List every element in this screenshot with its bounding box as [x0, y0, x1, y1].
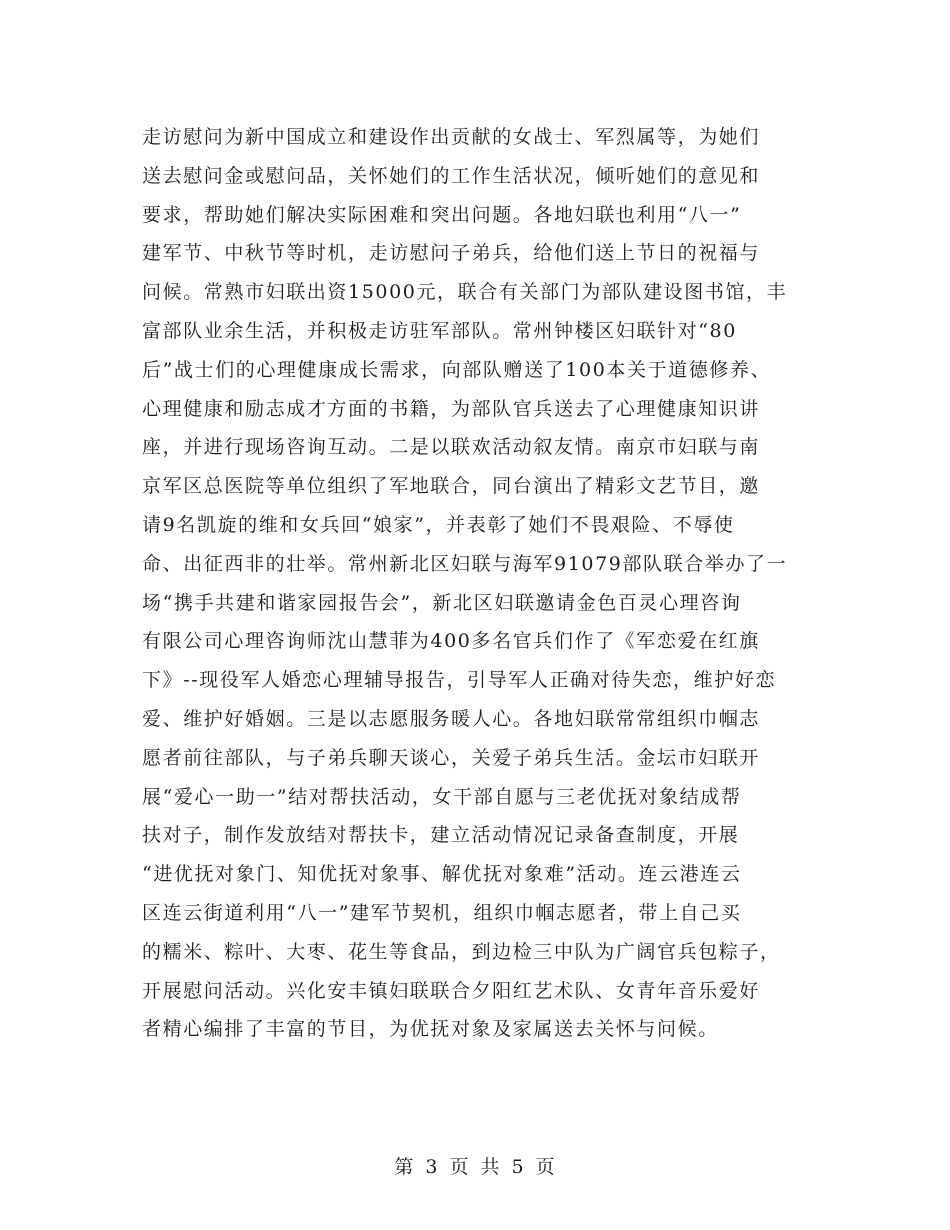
- text-line: 后”战士们的心理健康成长需求，向部队赠送了100本关于道德修养、: [142, 358, 772, 381]
- text-line: 展“爱心一助一”结对帮扶活动，女干部自愿与三老优抚对象结成帮: [142, 785, 742, 808]
- text-line: 座，并进行现场咨询互动。二是以联欢活动叙友情。南京市妇联与南: [142, 436, 761, 459]
- text-line: 问候。常熟市妇联出资15000元，联合有关部门为部队建设图书馆，丰: [142, 281, 788, 304]
- text-line: 下》--现役军人婚恋心理辅导报告，引导军人正确对待失恋，维护好恋: [142, 669, 777, 692]
- page-number-footer: 第 3 页 共 5 页: [394, 1156, 556, 1178]
- text-line: “进优抚对象门、知优抚对象事、解优抚对象难”活动。连云港连云: [142, 863, 742, 886]
- text-line: 开展慰问活动。兴化安丰镇妇联联合夕阳红艺术队、女青年音乐爱好: [142, 979, 761, 1002]
- text-line: 建军节、中秋节等时机，走访慰问子弟兵，给他们送上节日的祝福与: [142, 242, 761, 265]
- text-line: 请9名凯旋的维和女兵回“娘家”，并表彰了她们不畏艰险、不辱使: [142, 513, 735, 536]
- text-line: 愿者前往部队，与子弟兵聊天谈心，关爱子弟兵生活。金坛市妇联开: [142, 746, 761, 769]
- text-line: 走访慰问为新中国成立和建设作出贡献的女战士、军烈属等，为她们: [142, 126, 761, 148]
- text-line: 京军区总医院等单位组织了军地联合，同台演出了精彩文艺节目，邀: [142, 475, 761, 498]
- text-line: 命、出征西非的壮举。常州新北区妇联与海军91079部队联合举办了一: [142, 552, 788, 575]
- text-line: 扶对子，制作发放结对帮扶卡，建立活动情况记录备查制度，开展: [142, 824, 740, 847]
- text-line: 区连云街道利用“八一”建军节契机，组织巾帼志愿者，带上自己买: [142, 901, 742, 924]
- text-line: 的糯米、粽叶、大枣、花生等食品，到边检三中队为广阔官兵包粽子，: [142, 940, 781, 963]
- text-line: 有限公司心理咨询师沈山慧菲为400多名官兵们作了《军恋爱在红旗: [142, 630, 760, 653]
- text-line: 要求，帮助她们解决实际困难和突出问题。各地妇联也利用“八一”: [142, 203, 742, 226]
- text-line: 心理健康和励志成才方面的书籍，为部队官兵送去了心理健康知识讲: [142, 397, 761, 420]
- text-line: 场“携手共建和谐家园报告会”，新北区妇联邀请金色百灵心理咨询: [142, 591, 742, 614]
- text-line: 者精心编排了丰富的节目，为优抚对象及家属送去关怀与问候。: [142, 1018, 719, 1041]
- text-line: 送去慰问金或慰问品，关怀她们的工作生活状况，倾听她们的意见和: [142, 164, 761, 187]
- body-paragraph: [142, 118, 822, 1049]
- text-line: 富部队业余生活，并积极走访驻军部队。常州钟楼区妇联针对“80: [142, 319, 737, 342]
- text-line: 爱、维护好婚姻。三是以志愿服务暖人心。各地妇联常常组织巾帼志: [142, 707, 761, 730]
